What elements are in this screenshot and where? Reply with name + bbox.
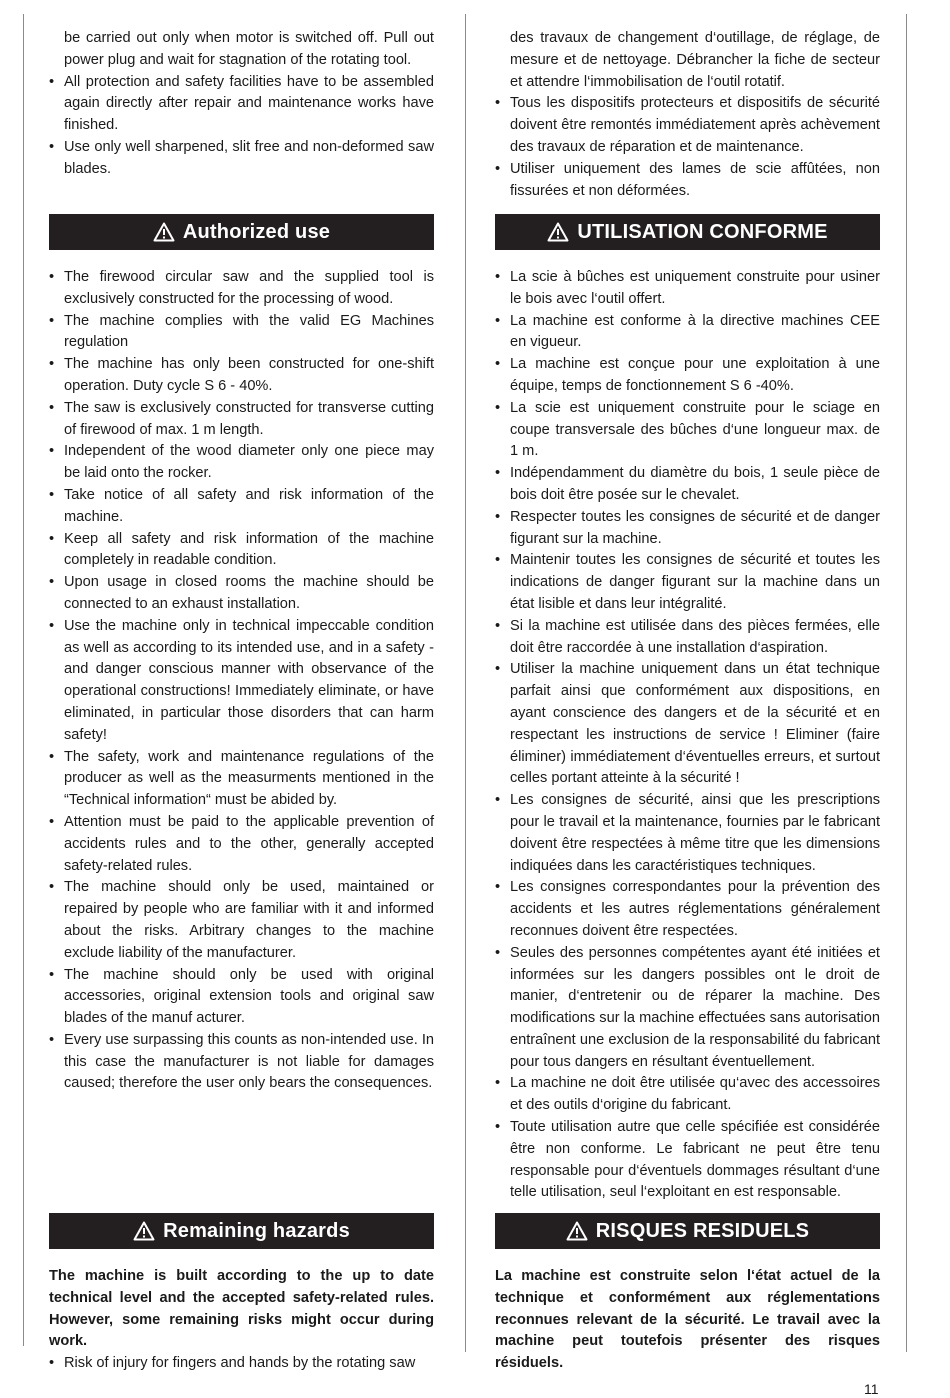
bullet: • xyxy=(495,508,501,525)
bullet: • xyxy=(49,443,55,460)
bullet: • xyxy=(495,617,501,634)
heading-text: Authorized use xyxy=(182,220,331,243)
list-item xyxy=(495,311,880,355)
warning-triangle-icon xyxy=(133,1221,155,1241)
bullet: • xyxy=(49,813,55,830)
list-item-text: The machine should only be used with original accessories, original extension tools and original saw blades of the manuf acturer. xyxy=(64,966,434,1027)
list-item xyxy=(49,572,434,616)
bullet: • xyxy=(49,879,55,896)
list-item xyxy=(49,311,434,355)
list-item-text: The machine has only been constructed for one-shift operation. Duty cycle S 6 - 40%. xyxy=(64,356,434,394)
right-authorized-list xyxy=(495,267,880,1204)
list-item-text: Utiliser la machine uniquement dans un état technique parfait ainsi que conformément aux dispositions, en ayant conscience des dangers et de la sécurité et en respectant les instructions de service ! Eliminer (faire éliminer) immédiatement d‘éventuelles erreurs, et surtout celles portant atteinte à la sécurité ! xyxy=(510,661,880,787)
bullet: • xyxy=(495,944,501,961)
list-item: • All protection and safety facilities have to be assembled again directly after repair and maintenance works have finished. xyxy=(49,73,434,134)
bullet: • xyxy=(49,617,55,634)
list-item-text: The saw is exclusively constructed for transverse cutting of firewood of max. 1 m length. xyxy=(64,399,434,438)
list-item xyxy=(495,1117,880,1204)
bullet: • xyxy=(495,792,501,809)
list-item-text: La scie est uniquement construite pour le sciage en coupe transversale des bûches d‘une longueur max. de 1 m. xyxy=(510,399,880,460)
list-item xyxy=(49,398,434,442)
heading-authorized-use xyxy=(49,214,434,250)
warning-triangle-icon xyxy=(566,1221,588,1241)
page-number: 11 xyxy=(864,1381,879,1397)
list-item xyxy=(495,659,880,790)
left-authorized-list xyxy=(49,267,434,1095)
list-item-text: Every use surpassing this counts as non-intended use. In this case the manufacturer is not liable for damages caused; therefore the user only bears the consequences. xyxy=(64,1031,434,1092)
list-item xyxy=(495,550,880,615)
list-item xyxy=(495,354,880,398)
list-item xyxy=(49,529,434,573)
right-top-block xyxy=(495,28,880,202)
list-item-text: Maintenir toutes les consignes de sécurité et toutes les indications de danger figurant sur la machine dans un état lisible et dans leur intégralité. xyxy=(510,552,880,612)
bullet: • xyxy=(495,1119,501,1136)
heading-utilisation-conforme xyxy=(495,214,880,250)
bullet: • xyxy=(495,269,501,285)
list-item-text: Les consignes correspondantes pour la prévention des accidents et les autres réglementations généralement reconnues doivent être respectées. xyxy=(510,879,880,939)
list-item-text: Les consignes de sécurité, ainsi que les prescriptions pour le travail et la maintenance, fournies par le fabricant doivent être respectées à même titre que les dimensions indiquées dans les caractéristiques techniques. xyxy=(510,792,880,874)
bullet: • xyxy=(49,356,55,373)
right-hazards-intro: La machine est construite selon l‘état actuel de la technique et conformément aux réglementations reconnues relevant de la sécurité. Le travail avec la machine peut toutefois présenter des risques résiduels. xyxy=(495,1268,880,1372)
left-hazards-block xyxy=(49,1266,434,1375)
list-item xyxy=(49,485,434,529)
list-item: • Utiliser uniquement des lames de scie affûtées, non fissurées et non déformées. xyxy=(495,160,880,199)
list-item xyxy=(49,747,434,812)
list-item: • Risk of injury for fingers and hands by the rotating saw xyxy=(49,1353,434,1375)
bullet: • xyxy=(49,1355,55,1372)
list-item xyxy=(495,463,880,507)
bullet: • xyxy=(49,574,55,591)
list-item-text: La machine est conçue pour une exploitation à une équipe, temps de fonctionnement S 6 -40%. xyxy=(510,356,880,394)
list-item-text: La scie à bûches est uniquement construite pour usiner le bois avec l‘outil offert. xyxy=(510,269,880,307)
bullet: • xyxy=(49,399,55,416)
list-item-text: Attention must be paid to the applicable prevention of accidents rules and to the other, generally accepted safety-related rules. xyxy=(64,813,434,874)
list-item xyxy=(495,1073,880,1117)
list-item xyxy=(49,812,434,877)
bullet: • xyxy=(49,1031,55,1048)
list-item-text: Indépendamment du diamètre du bois, 1 seule pièce de bois doit être posée sur le chevalet. xyxy=(510,465,880,503)
list-item xyxy=(49,965,434,1030)
list-item xyxy=(495,507,880,551)
bullet: • xyxy=(495,552,501,569)
heading-remaining-hazards xyxy=(49,1213,434,1249)
list-item: • Tous les dispositifs protecteurs et dispositifs de sécurité doivent être remontés immédiatement après achèvement des travaux de réparation et de maintenance. xyxy=(495,95,880,155)
list-item: • Use only well sharpened, slit free and non-deformed saw blades. xyxy=(49,138,434,177)
bullet: • xyxy=(495,160,501,177)
right-top-continuation: des travaux de changement d‘outillage, de réglage, de mesure et de nettoyage. Débrancher la fiche de secteur et attendre l‘immobilisation de l‘outil rotatif. xyxy=(510,30,880,90)
list-item xyxy=(495,398,880,463)
list-item-text: The firewood circular saw and the supplied tool is exclusively constructed for the processing of wood. xyxy=(64,269,434,307)
bullet: • xyxy=(495,312,501,329)
bullet: • xyxy=(495,661,501,678)
left-margin-rule xyxy=(23,14,24,1346)
bullet: • xyxy=(495,879,501,896)
left-top-block xyxy=(49,28,434,181)
heading-risques-residuels xyxy=(495,1213,880,1249)
heading-text: UTILISATION CONFORME xyxy=(577,220,828,243)
right-hazards-block xyxy=(495,1266,880,1375)
list-item xyxy=(49,616,434,747)
list-item-text: Toute utilisation autre que celle spécifiée est considérée être non conforme. Le fabricant ne peut être tenu responsable pour d‘éventuels dommages résultant d‘une telle utilisation, seul l‘exploitant en est responsable. xyxy=(510,1119,880,1201)
bullet: • xyxy=(49,530,55,547)
bullet: • xyxy=(49,73,55,90)
list-item xyxy=(495,616,880,660)
left-top-continuation: be carried out only when motor is switched off. Pull out power plug and wait for stagnation of the rotating tool. xyxy=(64,30,434,68)
list-item xyxy=(49,441,434,485)
list-item xyxy=(49,267,434,311)
bullet: • xyxy=(495,356,501,373)
list-item-text: Use the machine only in technical impeccable condition as well as according to its intended use, and in a safety - and danger conscious manner with observance of the operational constructions! Immediately eliminate, or have eliminated, in particular those disorders that can harm safety! xyxy=(64,617,434,743)
list-item-text: Independent of the wood diameter only one piece may be laid onto the rocker. xyxy=(64,443,434,482)
bullet: • xyxy=(49,966,55,983)
list-item-text: Respecter toutes les consignes de sécurité et de danger figurant sur la machine. xyxy=(510,508,880,547)
bullet: • xyxy=(49,312,55,329)
list-item xyxy=(49,1030,434,1095)
heading-text: Remaining hazards xyxy=(163,1219,350,1242)
list-item-text: Keep all safety and risk information of the machine completely in readable condition. xyxy=(64,530,434,569)
bullet: • xyxy=(495,399,501,416)
list-item-text: Upon usage in closed rooms the machine should be connected to an exhaust installation. xyxy=(64,574,434,612)
bullet: • xyxy=(495,95,501,112)
bullet: • xyxy=(49,269,55,285)
list-item xyxy=(495,267,880,311)
list-item-text: La machine est conforme à la directive machines CEE en vigueur. xyxy=(510,312,880,351)
heading-text: RISQUES RESIDUELS xyxy=(595,1219,810,1242)
warning-triangle-icon xyxy=(153,222,175,242)
list-item-text: Si la machine est utilisée dans des pièces fermées, elle doit être raccordée à une installation d‘aspiration. xyxy=(510,617,880,656)
list-item-text: Seules des personnes compétentes ayant été initiées et informées sur les dangers possibles ont le droit de manier, d‘entretenir ou de réparer la machine. Des modifications sur la machine effectuées sans autorisation entraînent une exclusion de la responsabilité du fabricant pour tous dangers en résultant éventuellement. xyxy=(510,944,880,1070)
list-item-text: The machine should only be used, maintained or repaired by people who are familiar with it and informed about the risks. Arbitrary changes to the machine exclude liability of the manufacturer. xyxy=(64,879,434,961)
list-item xyxy=(495,877,880,942)
bullet: • xyxy=(495,1075,501,1092)
list-item-text: Take notice of all safety and risk information of the machine. xyxy=(64,486,434,525)
list-item xyxy=(495,790,880,877)
list-item xyxy=(49,354,434,398)
left-hazards-intro: The machine is built according to the up to date technical level and the accepted safety-related rules. However, some remaining risks might occur during work. xyxy=(49,1268,434,1350)
bullet: • xyxy=(49,748,55,765)
list-item xyxy=(49,877,434,964)
list-item xyxy=(495,943,880,1074)
list-item-text: The machine complies with the valid EG Machines regulation xyxy=(64,312,434,351)
column-divider-rule xyxy=(465,14,466,1352)
warning-triangle-icon xyxy=(547,222,569,242)
bullet: • xyxy=(49,486,55,503)
list-item-text: La machine ne doit être utilisée qu‘avec des accessoires et des outils d‘origine du fabricant. xyxy=(510,1075,880,1114)
right-margin-rule xyxy=(906,14,907,1352)
bullet: • xyxy=(495,465,501,482)
bullet: • xyxy=(49,138,55,155)
list-item-text: The safety, work and maintenance regulations of the producer as well as the measurments mentioned in the “Technical information“ must be abided by. xyxy=(64,748,434,809)
